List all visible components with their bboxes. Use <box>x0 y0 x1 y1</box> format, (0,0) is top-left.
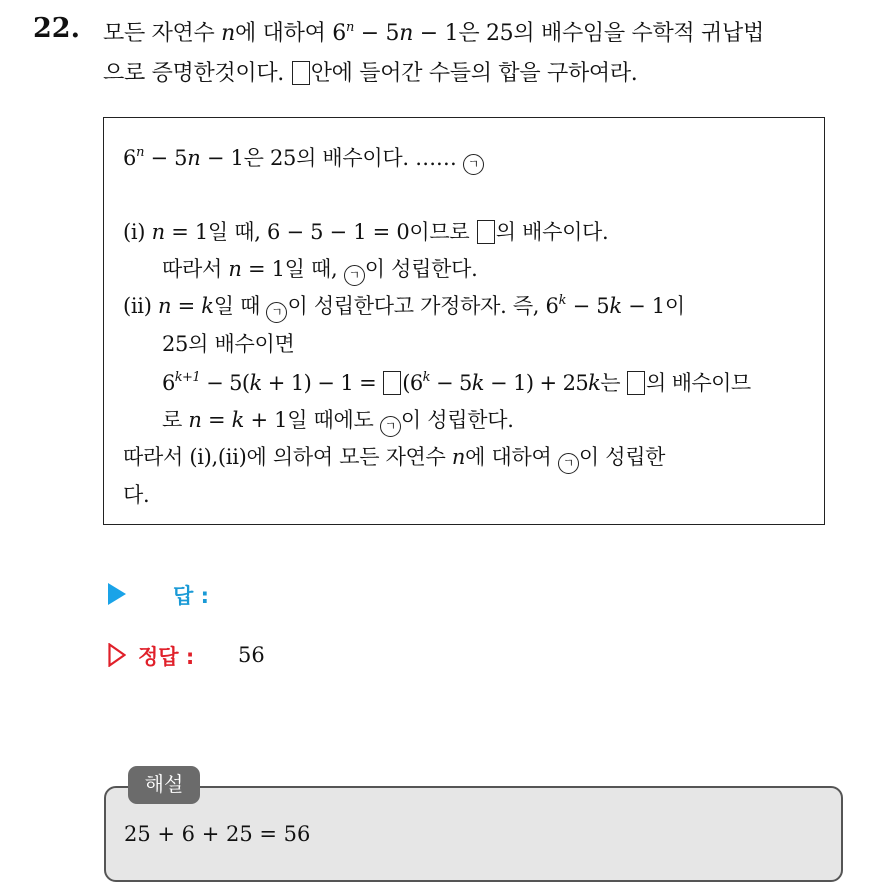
proof-line-7: 로 n = k + 1일 때에도 ㄱ 이 성립한다. <box>162 404 514 437</box>
question-number: 22. <box>33 13 80 44</box>
proof-line-4: (ii) n = k일 때 ㄱ 이 성립한다고 가정하자. 즉, $6^k - 5k - 1$이 <box>123 290 685 323</box>
proof-line-2: (i) n = 1일 때, 6 − 5 − 1 = 0이므로 의 배수이다. <box>123 220 609 244</box>
answer-label: 답 : <box>173 584 209 608</box>
circled-giyeok-icon: ㄱ <box>463 154 484 175</box>
answer-arrow-icon <box>108 583 126 605</box>
proof-line-5: 25의 배수이면 <box>162 332 295 356</box>
correct-answer-value: 56 <box>238 643 265 667</box>
question-line-1: 모든 자연수 n에 대하여 $6^n - 5n - 1$은 25의 배수임을 수학적 귀납법 <box>103 20 764 46</box>
proof-box <box>103 117 825 525</box>
proof-line-9: 다. <box>123 483 150 507</box>
correct-answer-label: 정답 : <box>138 645 195 669</box>
circled-giyeok-icon: ㄱ <box>558 453 579 474</box>
blank-box-icon <box>383 371 401 395</box>
circled-giyeok-icon: ㄱ <box>266 302 287 323</box>
solution-tab: 해설 <box>128 766 200 804</box>
circled-giyeok-icon: ㄱ <box>344 265 365 286</box>
proof-line-1: $6^n - 5n - 1$은 25의 배수이다. …… ㄱ <box>123 142 484 175</box>
blank-box-icon <box>292 61 310 85</box>
proof-line-6: $6^{k+1} - 5(k + 1) - 1 = (6^k - 5k - 1) + 25k$는 의 배수이므 <box>162 370 751 395</box>
circled-giyeok-icon: ㄱ <box>380 416 401 437</box>
correct-arrow-icon <box>108 643 126 667</box>
blank-box-icon <box>627 371 645 395</box>
solution-text: 25 + 6 + 25 = 56 <box>124 822 311 846</box>
proof-line-8: 따라서 (i),(ii)에 의하여 모든 자연수 n에 대하여 ㄱ 이 성립한 <box>123 441 665 474</box>
blank-box-icon <box>477 220 495 244</box>
question-line-2: 으로 증명한것이다. 안에 들어간 수들의 합을 구하여라. <box>103 61 638 86</box>
proof-line-3: 따라서 n = 1일 때, ㄱ 이 성립한다. <box>162 253 477 286</box>
